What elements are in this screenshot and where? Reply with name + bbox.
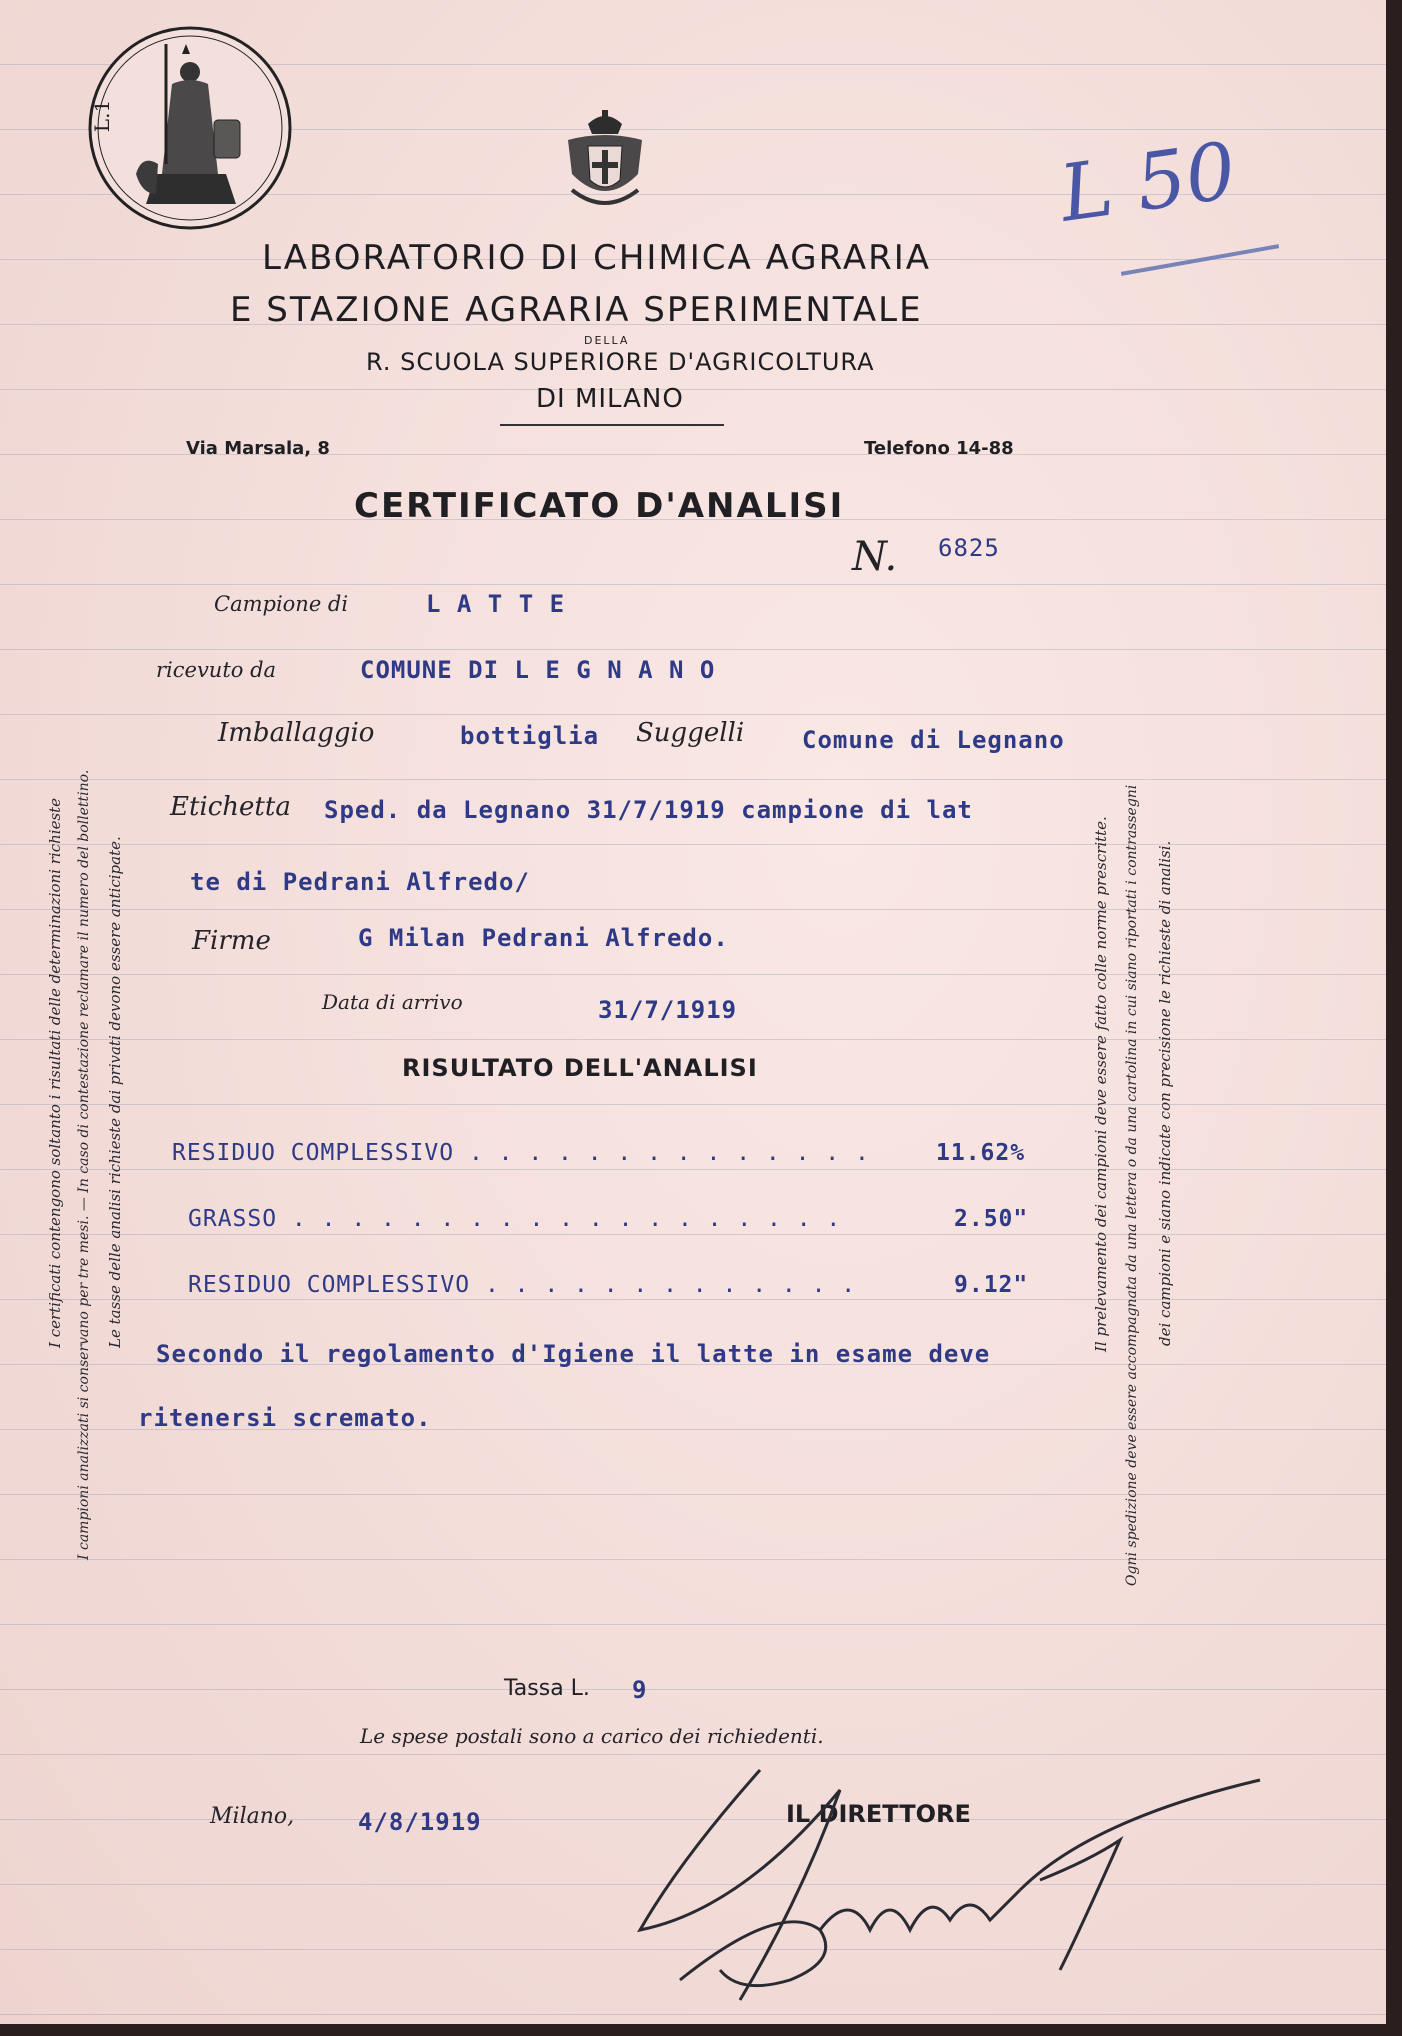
result-note-line1: Secondo il regolamento d'Igiene il latte in esame deve (156, 1340, 991, 1368)
city-name: DI MILANO (536, 384, 684, 414)
margin-note-right-3: dei campioni e siano indicate con precisione le richieste di analisi. (1156, 840, 1174, 1346)
number-label: N. (852, 534, 898, 580)
place-label: Milano, (210, 1804, 295, 1829)
school-name: R. SCUOLA SUPERIORE D'AGRICOLTURA (366, 348, 875, 376)
address: Via Marsala, 8 (186, 438, 330, 459)
data-arrivo-label: Data di arrivo (322, 990, 463, 1014)
spese-note: Le spese postali sono a carico dei richiedenti. (360, 1724, 824, 1748)
result-row-2-value: 2.50" (954, 1206, 1029, 1232)
firme-value: G Milan Pedrani Alfredo. (358, 924, 729, 952)
lab-title-line2: E STAZIONE AGRARIA SPERIMENTALE (230, 290, 923, 330)
certificate-number: 6825 (938, 534, 1000, 562)
campione-label: Campione di (214, 592, 349, 616)
margin-note-left-2: I campioni analizzati si conservano per tre mesi. — In caso di contestazione reclamare il numero del bollettino. (76, 769, 92, 1560)
imballaggio-label: Imballaggio (218, 718, 375, 748)
etichetta-value: Sped. da Legnano 31/7/1919 campione di lat (324, 796, 973, 824)
suggelli-value: Comune di Legnano (802, 726, 1065, 754)
margin-note-left-1: I certificati contengono soltanto i risultati delle determinazioni richieste (46, 797, 64, 1348)
lab-title-line1: LABORATORIO DI CHIMICA AGRARIA (262, 238, 932, 278)
director-label: IL DIRETTORE (786, 1800, 971, 1828)
certificate-title: CERTIFICATO D'ANALISI (354, 486, 845, 526)
etichetta-label: Etichetta (170, 792, 291, 822)
seal-label: L.1 (90, 99, 115, 133)
margin-note-right-2: Ogni spedizione deve essere accompagnata da una lettera o da una cartolina in cui siano riportati i contrassegni (1124, 784, 1140, 1586)
firme-label: Firme (192, 926, 271, 956)
header-divider (500, 424, 724, 426)
imballaggio-value: bottiglia (460, 722, 600, 750)
director-signature (620, 1730, 1280, 2020)
data-arrivo-value: 31/7/1919 (598, 996, 738, 1024)
campione-value: L A T T E (426, 590, 566, 618)
handwritten-underline (1121, 244, 1279, 276)
result-note-line2: ritenersi scremato. (138, 1404, 432, 1432)
etichetta-continuation: te di Pedrani Alfredo/ (190, 868, 530, 896)
results-title: RISULTATO DELL'ANALISI (402, 1054, 758, 1082)
result-row-2-label: GRASSO . . . . . . . . . . . . . . . . . . . (188, 1206, 842, 1232)
tassa-value: 9 (632, 1676, 648, 1704)
result-row-3-label: RESIDUO COMPLESSIVO . . . . . . . . . . . . . (188, 1272, 857, 1298)
suggelli-label: Suggelli (636, 718, 745, 748)
phone: Telefono 14-88 (864, 438, 1014, 459)
seal-emblem (86, 24, 294, 232)
letter-date: 4/8/1919 (358, 1808, 482, 1836)
coat-of-arms-icon (558, 110, 652, 220)
margin-note-right-1: Il prelevamento dei campioni deve essere fatto colle norme prescritte. (1092, 816, 1110, 1352)
result-row-1-value: 11.62% (936, 1140, 1026, 1166)
ricevuto-value: COMUNE DI L E G N A N O (360, 656, 716, 684)
result-row-3-value: 9.12" (954, 1272, 1029, 1298)
handwritten-mark: L 50 (1054, 126, 1242, 240)
tassa-label: Tassa L. (504, 1676, 590, 1701)
della-label: DELLA (584, 334, 630, 347)
ricevuto-label: ricevuto da (156, 658, 277, 682)
result-row-1-label: RESIDUO COMPLESSIVO . . . . . . . . . . . . . . (172, 1140, 870, 1166)
margin-note-left-3: Le tasse delle analisi richieste dai privati devono essere anticipate. (106, 836, 124, 1348)
